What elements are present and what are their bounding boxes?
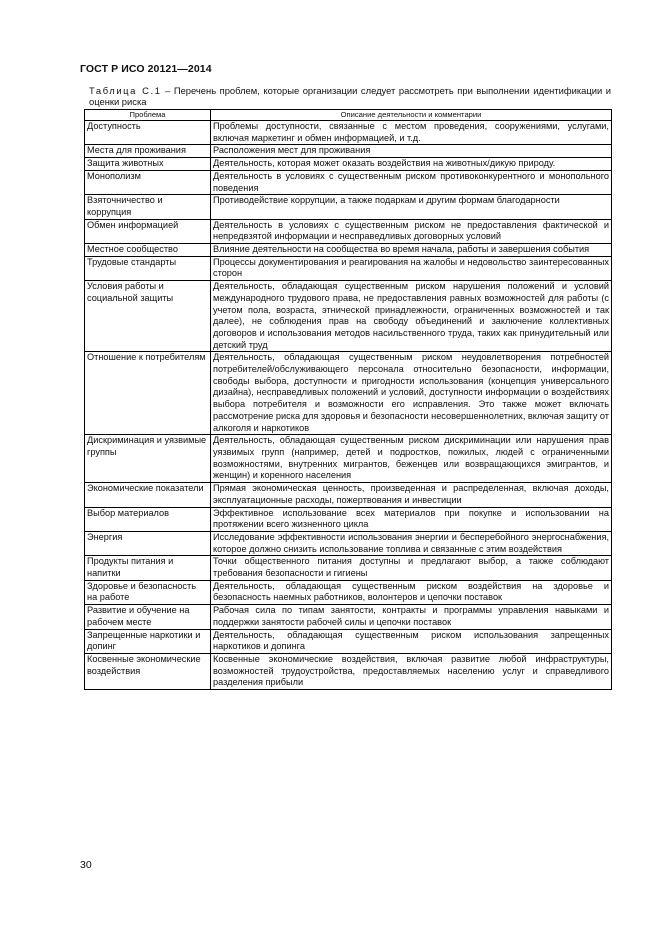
table-row [85,605,612,629]
problem-cell: Доступность [85,121,211,145]
table-row [85,507,612,531]
table-caption-text: – Перечень проблем, которые организации следует рассмотреть при выполнении идентификации и оценки риска [89,85,611,107]
table-body [85,121,612,690]
table-caption-label: Таблица С.1 [89,85,162,96]
column-header-problem: Проблема [85,110,211,121]
table-row [85,281,612,352]
description-cell: Деятельность, обладающая существенным риском нарушения положений и условий международного трудового права, не предоставления равных возможностей для работы (с учетом пола, возраста, этнической принадлежности, ограниченных возможностей и так далее), не соблюдения прав на свободу объединений и заключение коллективных договоров и использования методов насильственного труда, таких как принудительный или детский труд [211,281,612,352]
table-row [85,219,612,243]
document-code: ГОСТ Р ИСО 20121—2014 [80,63,212,75]
table-row [85,170,612,194]
description-cell: Деятельность, обладающая существенным риском неудовлетворения потребностей потребителей/обслуживающего персонала относительно безопасности, информации, свободы выбора, доступности и пригодности использования (концепция универсального дизайна), несправедливых положений и условий, доступности информации о воздействиях выбора потребителя и возможности его исправления. Это также может включать рассмотрение риска для здоровья и безопасности несовершеннолетних, включая защиту от алкоголя и наркотиков [211,352,612,435]
page-number: 30 [80,859,92,871]
problem-cell: Отношение к потребителям [85,352,211,435]
problem-cell: Продукты питания и напитки [85,556,211,580]
description-cell: Исследование эффективности использования энергии и бесперебойного энергоснабжения, которое должно снизить использование топлива и связанные с этим воздействия [211,531,612,555]
description-cell: Деятельность, обладающая существенным риском воздействия на здоровье и безопасность наемных работников, волонтеров и цепочки поставок [211,580,612,604]
problem-cell: Косвенные экономические воздействия [85,653,211,689]
problem-cell: Условия работы и социальной защиты [85,281,211,352]
problem-cell: Защита животных [85,158,211,171]
description-cell: Деятельность, которая может оказать воздействия на животных/дикую природу. [211,158,612,171]
description-cell: Влияние деятельности на сообщества во время начала, работы и завершения события [211,244,612,257]
table-row [85,556,612,580]
table-header-row [85,110,612,121]
table-row [85,145,612,158]
table-row [85,435,612,483]
description-cell: Косвенные экономические воздействия, включая развитие любой инфраструктуры, возможностей трудоустройства, предоставляемых населению услуг и справедливого разделения прибыли [211,653,612,689]
table-row [85,352,612,435]
description-cell: Деятельность, обладающая существенным риском дискриминации или нарушения прав уязвимых групп (например, детей и подростков, пожилых, людей с ограниченными возможностями, внутренних мигрантов, беженцев или возвращающихся эмигрантов, и женщин) и коренного населения [211,435,612,483]
table-row [85,483,612,507]
problems-table [84,109,612,690]
problem-cell: Выбор материалов [85,507,211,531]
table-row [85,531,612,555]
problem-cell: Обмен информацией [85,219,211,243]
problem-cell: Места для проживания [85,145,211,158]
description-cell: Противодействие коррупции, а также подаркам и другим формам благодарности [211,195,612,219]
table-row [85,195,612,219]
description-cell: Деятельность в условиях с существенным риском не предоставления фактической и непредвзятой информации и несправедливых договорных условий [211,219,612,243]
table-row [85,121,612,145]
problem-cell: Трудовые стандарты [85,256,211,280]
description-cell: Процессы документирования и реагирования на жалобы и недовольство заинтересованных сторон [211,256,612,280]
table-caption [89,85,611,107]
description-cell: Деятельность в условиях с существенным риском противоконкурентного и монопольного поведения [211,170,612,194]
problem-cell: Местное сообщество [85,244,211,257]
table-row [85,244,612,257]
problem-cell: Энергия [85,531,211,555]
description-cell: Эффективное использование всех материалов при покупке и использовании на протяжении всего жизненного цикла [211,507,612,531]
problem-cell: Дискриминация и уязвимые группы [85,435,211,483]
description-cell: Расположения мест для проживания [211,145,612,158]
table-row [85,629,612,653]
problem-cell: Запрещенные наркотики и допинг [85,629,211,653]
table-row [85,158,612,171]
table-row [85,580,612,604]
table-row [85,256,612,280]
description-cell: Деятельность, обладающая существенным риском использования запрещенных наркотиков и допинга [211,629,612,653]
description-cell: Точки общественного питания доступны и предлагают выбор, а также соблюдают требования безопасности и гигиены [211,556,612,580]
description-cell: Прямая экономическая ценность, произведенная и распределенная, включая доходы, эксплуатационные расходы, пожертвования и инвестиции [211,483,612,507]
description-cell: Рабочая сила по типам занятости, контракты и программы управления навыками и поддержки занятости рабочей силы и цепочки поставок [211,605,612,629]
problem-cell: Развитие и обучение на рабочем месте [85,605,211,629]
column-header-description: Описание деятельности и комментарии [211,110,612,121]
problem-cell: Экономические показатели [85,483,211,507]
problem-cell: Взяточничество и коррупция [85,195,211,219]
description-cell: Проблемы доступности, связанные с местом проведения, сооружениями, услугами, включая маркетинг и обмен информацией, и т.д. [211,121,612,145]
problem-cell: Монополизм [85,170,211,194]
problem-cell: Здоровье и безопасность на работе [85,580,211,604]
table-row [85,653,612,689]
